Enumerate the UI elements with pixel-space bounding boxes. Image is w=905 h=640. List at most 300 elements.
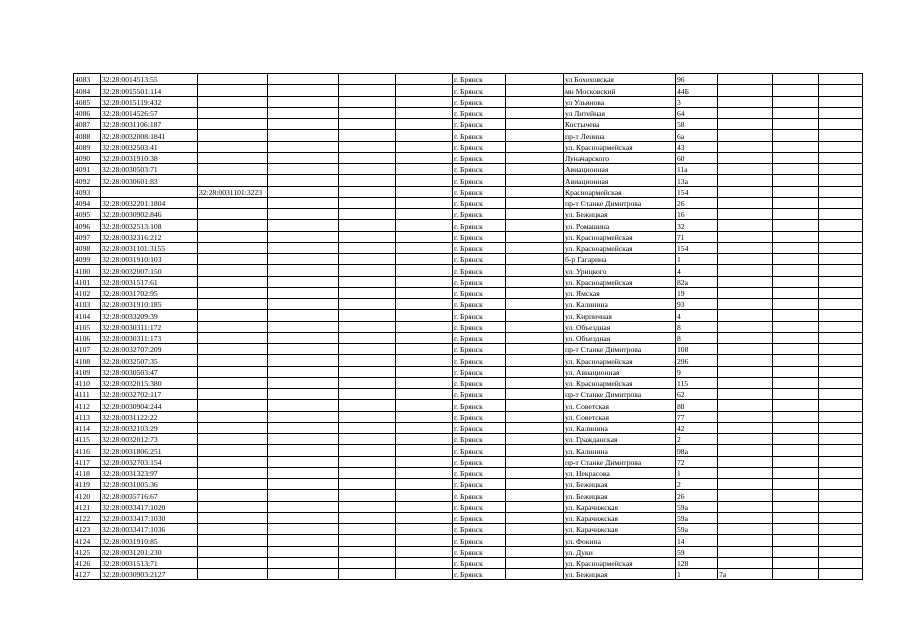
- empty-cell: [268, 220, 339, 231]
- city-cell: г. Брянск: [453, 186, 506, 197]
- empty-cell: [396, 197, 453, 208]
- city-cell: г. Брянск: [453, 231, 506, 242]
- table-row: [74, 366, 863, 377]
- empty-cell: [506, 107, 564, 118]
- cadastral-number-alt-cell: [198, 445, 268, 456]
- cadastral-number-cell: 32:28:0030503:71: [101, 164, 198, 175]
- city-cell: г. Брянск: [453, 254, 506, 265]
- extra-cell: [718, 422, 773, 433]
- empty-cell: [819, 107, 863, 118]
- empty-cell: [506, 512, 564, 523]
- city-cell: г. Брянск: [453, 152, 506, 163]
- cadastral-number-cell: 32:28:0015119:432: [101, 96, 198, 107]
- extra-cell: [718, 467, 773, 478]
- empty-cell: [396, 186, 453, 197]
- cadastral-number-alt-cell: 32:28:0031101:3223: [198, 186, 268, 197]
- table-row: [74, 467, 863, 478]
- city-cell: г. Брянск: [453, 546, 506, 557]
- cadastral-number-alt-cell: [198, 546, 268, 557]
- empty-cell: [819, 197, 863, 208]
- extra-cell: [718, 299, 773, 310]
- empty-cell: [396, 96, 453, 107]
- table-row: [74, 119, 863, 130]
- cadastral-number-alt-cell: [198, 107, 268, 118]
- street-cell: мн Московский: [564, 85, 676, 96]
- street-cell: ул. Калинина: [564, 299, 676, 310]
- empty-cell: [396, 557, 453, 568]
- cadastral-number-cell: 32:28:0033417:1036: [101, 524, 198, 535]
- cadastral-number-alt-cell: [198, 119, 268, 130]
- empty-cell: [773, 141, 819, 152]
- row-number-cell: 4093: [74, 186, 101, 197]
- extra-cell: [718, 220, 773, 231]
- house-number-cell: 58: [676, 119, 718, 130]
- empty-cell: [506, 400, 564, 411]
- empty-cell: [819, 366, 863, 377]
- street-cell: ул Бохоховская: [564, 74, 676, 85]
- cadastral-number-alt-cell: [198, 479, 268, 490]
- empty-cell: [396, 332, 453, 343]
- empty-cell: [773, 490, 819, 501]
- table-row: [74, 411, 863, 422]
- cadastral-number-cell: 32:28:0032015:380: [101, 377, 198, 388]
- house-number-cell: 4: [676, 265, 718, 276]
- street-cell: Красноармейская: [564, 186, 676, 197]
- empty-cell: [506, 119, 564, 130]
- house-number-cell: 26: [676, 197, 718, 208]
- house-number-cell: 296: [676, 355, 718, 366]
- street-cell: ул Ульянова: [564, 96, 676, 107]
- empty-cell: [506, 377, 564, 388]
- table-row: [74, 276, 863, 287]
- table-row: [74, 197, 863, 208]
- empty-cell: [773, 197, 819, 208]
- empty-cell: [819, 254, 863, 265]
- empty-cell: [506, 569, 564, 580]
- street-cell: ул. Красноармейская: [564, 231, 676, 242]
- street-cell: ул. Объездная: [564, 332, 676, 343]
- cadastral-number-alt-cell: [198, 355, 268, 366]
- table-row: [74, 141, 863, 152]
- empty-cell: [339, 287, 396, 298]
- empty-cell: [339, 569, 396, 580]
- house-number-cell: 44Б: [676, 85, 718, 96]
- empty-cell: [339, 231, 396, 242]
- extra-cell: [718, 411, 773, 422]
- empty-cell: [339, 164, 396, 175]
- cadastral-number-alt-cell: [198, 287, 268, 298]
- empty-cell: [819, 231, 863, 242]
- empty-cell: [506, 411, 564, 422]
- empty-cell: [773, 310, 819, 321]
- empty-cell: [268, 456, 339, 467]
- city-cell: г. Брянск: [453, 366, 506, 377]
- empty-cell: [506, 164, 564, 175]
- table-row: [74, 107, 863, 118]
- empty-cell: [506, 546, 564, 557]
- empty-cell: [819, 557, 863, 568]
- row-number-cell: 4126: [74, 557, 101, 568]
- empty-cell: [819, 130, 863, 141]
- row-number-cell: 4107: [74, 344, 101, 355]
- empty-cell: [396, 209, 453, 220]
- empty-cell: [506, 344, 564, 355]
- house-number-cell: 1: [676, 467, 718, 478]
- empty-cell: [819, 96, 863, 107]
- cadastral-number-cell: 32:28:0030311:172: [101, 321, 198, 332]
- street-cell: ул. Красноармейская: [564, 377, 676, 388]
- empty-cell: [339, 254, 396, 265]
- cadastral-number-cell: 32:28:0030904:244: [101, 400, 198, 411]
- cadastral-number-cell: 32:28:0014513:55: [101, 74, 198, 85]
- empty-cell: [773, 524, 819, 535]
- cadastral-number-cell: 32:28:0031005:36: [101, 479, 198, 490]
- empty-cell: [773, 422, 819, 433]
- street-cell: ул. Советская: [564, 411, 676, 422]
- empty-cell: [396, 85, 453, 96]
- street-cell: ул. Бежицкая: [564, 569, 676, 580]
- empty-cell: [506, 186, 564, 197]
- cadastral-number-cell: 32:28:0032513:108: [101, 220, 198, 231]
- street-cell: ул. Калинина: [564, 422, 676, 433]
- cadastral-number-cell: 32:28:0033209:39: [101, 310, 198, 321]
- street-cell: ул. Карачижская: [564, 501, 676, 512]
- empty-cell: [339, 209, 396, 220]
- table-row: [74, 389, 863, 400]
- empty-cell: [339, 422, 396, 433]
- empty-cell: [268, 512, 339, 523]
- empty-cell: [339, 434, 396, 445]
- house-number-cell: 42: [676, 422, 718, 433]
- table-row: [74, 74, 863, 85]
- row-number-cell: 4096: [74, 220, 101, 231]
- city-cell: г. Брянск: [453, 355, 506, 366]
- street-cell: ул. Дуки: [564, 546, 676, 557]
- table-row: [74, 501, 863, 512]
- extra-cell: [718, 546, 773, 557]
- table-row: [74, 479, 863, 490]
- empty-cell: [396, 299, 453, 310]
- cadastral-number-cell: 32:28:0032007:150: [101, 265, 198, 276]
- extra-cell: [718, 389, 773, 400]
- empty-cell: [268, 175, 339, 186]
- empty-cell: [339, 96, 396, 107]
- city-cell: г. Брянск: [453, 85, 506, 96]
- cadastral-number-cell: 32:28:0032702:117: [101, 389, 198, 400]
- city-cell: г. Брянск: [453, 242, 506, 253]
- empty-cell: [506, 479, 564, 490]
- city-cell: г. Брянск: [453, 344, 506, 355]
- empty-cell: [773, 456, 819, 467]
- empty-cell: [268, 119, 339, 130]
- city-cell: г. Брянск: [453, 332, 506, 343]
- street-cell: пр-т Станке Димитрова: [564, 389, 676, 400]
- house-number-cell: 4: [676, 310, 718, 321]
- empty-cell: [773, 85, 819, 96]
- street-cell: Авиационная: [564, 175, 676, 186]
- row-number-cell: 4113: [74, 411, 101, 422]
- empty-cell: [506, 130, 564, 141]
- empty-cell: [268, 490, 339, 501]
- house-number-cell: 2: [676, 434, 718, 445]
- cadastral-number-cell: 32:28:0032008:1841: [101, 130, 198, 141]
- cadastral-number-alt-cell: [198, 344, 268, 355]
- street-cell: ул. Кирпичная: [564, 310, 676, 321]
- row-number-cell: 4089: [74, 141, 101, 152]
- extra-cell: [718, 287, 773, 298]
- empty-cell: [773, 96, 819, 107]
- empty-cell: [339, 467, 396, 478]
- empty-cell: [396, 535, 453, 546]
- extra-cell: [718, 74, 773, 85]
- empty-cell: [819, 546, 863, 557]
- empty-cell: [773, 74, 819, 85]
- empty-cell: [268, 299, 339, 310]
- city-cell: г. Брянск: [453, 209, 506, 220]
- extra-cell: [718, 231, 773, 242]
- row-number-cell: 4111: [74, 389, 101, 400]
- empty-cell: [506, 209, 564, 220]
- empty-cell: [268, 389, 339, 400]
- cadastral-number-alt-cell: [198, 569, 268, 580]
- table-row: [74, 231, 863, 242]
- extra-cell: [718, 276, 773, 287]
- empty-cell: [773, 411, 819, 422]
- empty-cell: [819, 535, 863, 546]
- extra-cell: [718, 164, 773, 175]
- extra-cell: [718, 557, 773, 568]
- empty-cell: [773, 569, 819, 580]
- cadastral-number-cell: 32:28:0031910:185: [101, 299, 198, 310]
- street-cell: пр-т Станке Димитрова: [564, 456, 676, 467]
- empty-cell: [506, 254, 564, 265]
- empty-cell: [506, 231, 564, 242]
- city-cell: г. Брянск: [453, 287, 506, 298]
- empty-cell: [506, 74, 564, 85]
- cadastral-number-cell: 32:28:0031513:71: [101, 557, 198, 568]
- empty-cell: [819, 456, 863, 467]
- table-row: [74, 130, 863, 141]
- cadastral-number-alt-cell: [198, 276, 268, 287]
- house-number-cell: 154: [676, 186, 718, 197]
- cadastral-number-alt-cell: [198, 242, 268, 253]
- empty-cell: [268, 366, 339, 377]
- extra-cell: [718, 445, 773, 456]
- cadastral-number-cell: 32:28:0030311:173: [101, 332, 198, 343]
- empty-cell: [819, 512, 863, 523]
- extra-cell: [718, 254, 773, 265]
- empty-cell: [339, 546, 396, 557]
- empty-cell: [506, 501, 564, 512]
- empty-cell: [506, 467, 564, 478]
- empty-cell: [819, 186, 863, 197]
- empty-cell: [268, 96, 339, 107]
- extra-cell: [718, 344, 773, 355]
- empty-cell: [819, 265, 863, 276]
- empty-cell: [396, 524, 453, 535]
- street-cell: ул. Авиационная: [564, 366, 676, 377]
- table-row: [74, 456, 863, 467]
- street-cell: ул. Ромашина: [564, 220, 676, 231]
- extra-cell: [718, 186, 773, 197]
- extra-cell: [718, 434, 773, 445]
- table-row: [74, 186, 863, 197]
- empty-cell: [506, 265, 564, 276]
- table-body: [74, 74, 863, 580]
- empty-cell: [268, 445, 339, 456]
- empty-cell: [819, 490, 863, 501]
- empty-cell: [268, 321, 339, 332]
- empty-cell: [773, 512, 819, 523]
- row-number-cell: 4110: [74, 377, 101, 388]
- empty-cell: [339, 130, 396, 141]
- street-cell: ул. Карачижская: [564, 512, 676, 523]
- empty-cell: [506, 535, 564, 546]
- empty-cell: [268, 265, 339, 276]
- extra-cell: [718, 366, 773, 377]
- city-cell: г. Брянск: [453, 74, 506, 85]
- street-cell: ул. Некрасова: [564, 467, 676, 478]
- table-row: [74, 164, 863, 175]
- extra-cell: [718, 310, 773, 321]
- empty-cell: [773, 366, 819, 377]
- city-cell: г. Брянск: [453, 310, 506, 321]
- empty-cell: [339, 321, 396, 332]
- cadastral-number-alt-cell: [198, 74, 268, 85]
- cadastral-number-alt-cell: [198, 220, 268, 231]
- row-number-cell: 4098: [74, 242, 101, 253]
- empty-cell: [268, 107, 339, 118]
- empty-cell: [396, 411, 453, 422]
- data-table: [73, 73, 863, 580]
- cadastral-number-alt-cell: [198, 332, 268, 343]
- city-cell: г. Брянск: [453, 411, 506, 422]
- cadastral-number-alt-cell: [198, 299, 268, 310]
- empty-cell: [339, 501, 396, 512]
- table-row: [74, 265, 863, 276]
- extra-cell: [718, 355, 773, 366]
- empty-cell: [819, 411, 863, 422]
- extra-cell: [718, 512, 773, 523]
- empty-cell: [773, 152, 819, 163]
- row-number-cell: 4083: [74, 74, 101, 85]
- house-number-cell: 59а: [676, 501, 718, 512]
- row-number-cell: 4097: [74, 231, 101, 242]
- row-number-cell: 4109: [74, 366, 101, 377]
- empty-cell: [506, 332, 564, 343]
- house-number-cell: 59а: [676, 512, 718, 523]
- extra-cell: [718, 479, 773, 490]
- empty-cell: [773, 175, 819, 186]
- row-number-cell: 4120: [74, 490, 101, 501]
- row-number-cell: 4086: [74, 107, 101, 118]
- empty-cell: [396, 344, 453, 355]
- empty-cell: [819, 141, 863, 152]
- empty-cell: [506, 389, 564, 400]
- empty-cell: [506, 287, 564, 298]
- empty-cell: [506, 310, 564, 321]
- empty-cell: [268, 130, 339, 141]
- empty-cell: [339, 512, 396, 523]
- street-cell: ул Литейная: [564, 107, 676, 118]
- table-row: [74, 299, 863, 310]
- empty-cell: [506, 276, 564, 287]
- house-number-cell: 16: [676, 209, 718, 220]
- empty-cell: [506, 557, 564, 568]
- cadastral-number-alt-cell: [198, 130, 268, 141]
- empty-cell: [268, 74, 339, 85]
- empty-cell: [396, 490, 453, 501]
- empty-cell: [339, 186, 396, 197]
- cadastral-number-alt-cell: [198, 377, 268, 388]
- empty-cell: [396, 141, 453, 152]
- extra-cell: [718, 141, 773, 152]
- row-number-cell: 4108: [74, 355, 101, 366]
- house-number-cell: 98а: [676, 445, 718, 456]
- empty-cell: [773, 231, 819, 242]
- empty-cell: [396, 175, 453, 186]
- table-row: [74, 377, 863, 388]
- empty-cell: [396, 546, 453, 557]
- cadastral-number-cell: 32:28:0031101:3155: [101, 242, 198, 253]
- empty-cell: [339, 456, 396, 467]
- cadastral-number-cell: 32:28:0031106:187: [101, 119, 198, 130]
- empty-cell: [773, 276, 819, 287]
- empty-cell: [339, 152, 396, 163]
- extra-cell: [718, 130, 773, 141]
- empty-cell: [506, 366, 564, 377]
- empty-cell: [339, 197, 396, 208]
- cadastral-number-alt-cell: [198, 411, 268, 422]
- cadastral-number-cell: 32:28:0031323:97: [101, 467, 198, 478]
- row-number-cell: 4100: [74, 265, 101, 276]
- city-cell: г. Брянск: [453, 377, 506, 388]
- street-cell: ул. Калинина: [564, 445, 676, 456]
- row-number-cell: 4084: [74, 85, 101, 96]
- empty-cell: [819, 389, 863, 400]
- street-cell: ул. Урицкого: [564, 265, 676, 276]
- empty-cell: [396, 287, 453, 298]
- empty-cell: [339, 445, 396, 456]
- empty-cell: [396, 501, 453, 512]
- empty-cell: [268, 164, 339, 175]
- row-number-cell: 4116: [74, 445, 101, 456]
- cadastral-number-cell: 32:28:0031910:38: [101, 152, 198, 163]
- house-number-cell: 96: [676, 74, 718, 85]
- street-cell: ул. Бежицкая: [564, 490, 676, 501]
- table-row: [74, 321, 863, 332]
- house-number-cell: 6а: [676, 130, 718, 141]
- city-cell: г. Брянск: [453, 557, 506, 568]
- house-number-cell: 14: [676, 535, 718, 546]
- empty-cell: [819, 355, 863, 366]
- empty-cell: [819, 501, 863, 512]
- cadastral-number-alt-cell: [198, 524, 268, 535]
- empty-cell: [506, 242, 564, 253]
- house-number-cell: 93: [676, 299, 718, 310]
- empty-cell: [819, 569, 863, 580]
- house-number-cell: 62: [676, 389, 718, 400]
- street-cell: ул. Красноармейская: [564, 141, 676, 152]
- row-number-cell: 4085: [74, 96, 101, 107]
- city-cell: г. Брянск: [453, 512, 506, 523]
- empty-cell: [339, 479, 396, 490]
- street-cell: ул. Красноармейская: [564, 355, 676, 366]
- table-row: [74, 242, 863, 253]
- street-cell: ул. Гражданская: [564, 434, 676, 445]
- table-row: [74, 220, 863, 231]
- empty-cell: [773, 344, 819, 355]
